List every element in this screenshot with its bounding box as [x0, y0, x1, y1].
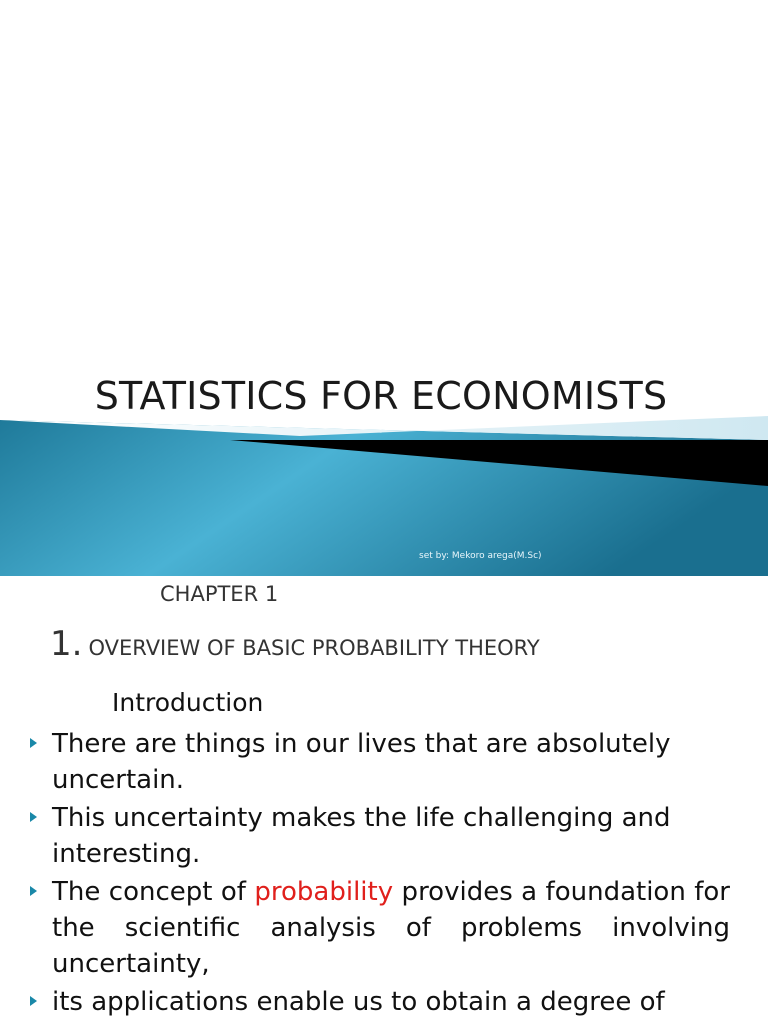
bullet-arrow-icon	[30, 812, 37, 822]
section-title: OVERVIEW OF BASIC PROBABILITY THEORY	[88, 636, 540, 660]
presentation-title: STATISTICS FOR ECONOMISTS	[94, 374, 668, 418]
bullet-item	[30, 726, 730, 798]
chapter-label: CHAPTER 1	[160, 582, 279, 606]
highlighted-term: probability	[254, 877, 394, 907]
bullet-text: There are things in our lives that are absolutely uncertain.	[52, 729, 671, 795]
bullet-item	[30, 800, 730, 872]
bullet-item	[30, 984, 730, 1020]
intro-heading: Introduction	[112, 688, 264, 717]
author-credit: set by: Mekoro arega(M.Sc)	[419, 551, 542, 561]
bullet-text-before: The concept of	[52, 877, 255, 907]
bullet-text-after: provides a foundation for the scientific analysis of problems involving uncertainty,	[52, 877, 730, 979]
bullet-item	[30, 874, 730, 982]
bullet-arrow-icon	[30, 738, 37, 748]
bullet-arrow-icon	[30, 996, 37, 1006]
content-slide	[0, 576, 768, 1024]
bullet-text: its applications enable us to obtain a degree of	[52, 987, 665, 1017]
section-number: 1.	[50, 624, 83, 664]
bullet-list	[30, 726, 730, 1022]
bullet-text: This uncertainty makes the life challenging and interesting.	[52, 803, 671, 869]
bullet-arrow-icon	[30, 886, 37, 896]
section-heading	[50, 624, 540, 664]
